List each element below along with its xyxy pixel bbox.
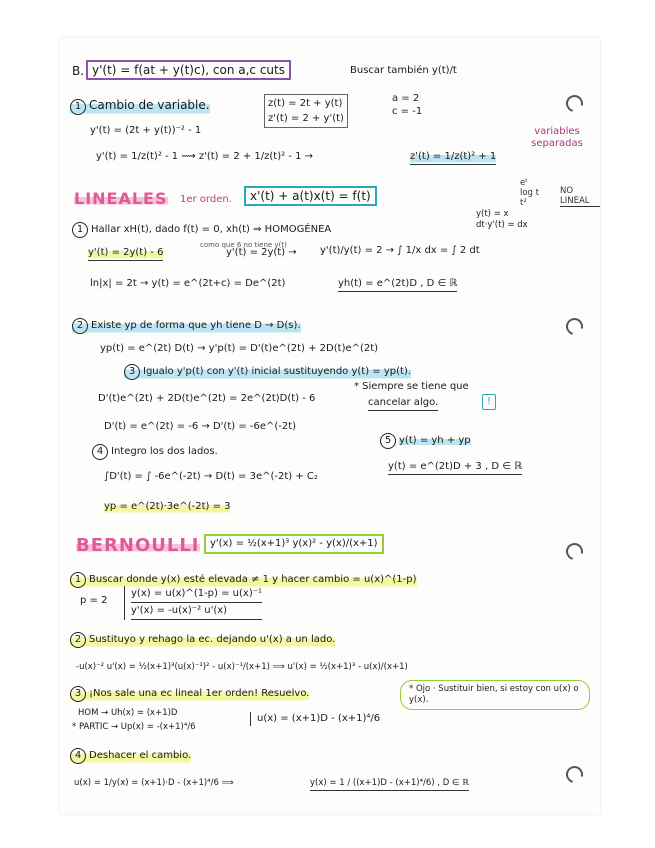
bernoulli-title: BERNOULLI [76, 535, 200, 556]
step-number: 4 [70, 748, 86, 764]
bernoulli-step1-text: Buscar donde y(x) esté elevada ≠ 1 y hacer cambio = u(x)^(1-p) [89, 574, 417, 585]
bernoulli-step4-text: Deshacer el cambio. [89, 750, 192, 761]
step-number: 2 [70, 632, 86, 648]
step-number: 1 [72, 222, 88, 238]
bernoulli-warning-note: * Ojo · Sustituir bien, si estoy con u(x) o y(x). [400, 680, 590, 710]
bernoulli-partic: * PARTIC → Up(x) = -(x+1)⁴/6 [72, 722, 196, 732]
lineales-homogeneous-solution: yh(t) = e^(2t)D , D ∈ ℝ [338, 277, 457, 292]
bernoulli-step4 [70, 748, 191, 764]
bernoulli-p: p = 2 [80, 595, 108, 606]
cambio-substitution-box [264, 94, 348, 128]
lineales-eq-a: y'(t) = 2y(t) - 6 [88, 246, 163, 261]
cambio-eq2: y'(t) = 1/z(t)² - 1 ⟿ z'(t) = 2 + 1/z(t)² - 1 → [96, 151, 314, 162]
lineales-particular-value: yp = e^(2t)·3e^(-2t) = 3 [104, 501, 231, 512]
lineales-step1 [72, 222, 331, 238]
bernoulli-change-y: y(x) = u(x)^(1-p) = u(x)⁻¹ [131, 586, 262, 603]
lineales-order: 1er orden. [180, 194, 232, 205]
lineales-step4-integral: ∫D'(t) = ∫ -6e^(-2t) → D(t) = 3e^(-2t) + C₂ [104, 471, 318, 482]
lineales-step2-text: Existe yp de forma que yh tiene D → D(s). [91, 320, 301, 331]
lineales-step4 [92, 444, 218, 460]
lineales-note-line2: cancelar algo. [368, 396, 438, 411]
bernoulli-step3 [70, 686, 309, 702]
lineales-side-list [520, 178, 539, 208]
step-number: 1 [70, 99, 86, 115]
bernoulli-hom: HOM → Uh(x) = (x+1)D [78, 708, 178, 718]
lineales-note-line1: * Siempre se tiene que [354, 381, 469, 392]
bernoulli-step2 [70, 632, 335, 648]
bernoulli-step2-text: Sustituyo y rehago la ec. dejando u'(x) a un lado. [89, 634, 336, 645]
bernoulli-equation: y'(x) = ½(x+1)³ y(x)² - y(x)/(x+1) [204, 534, 384, 554]
lineales-eq-b: y'(t) = 2y(t) → [226, 247, 297, 258]
lineales-eq-c: y'(t)/y(t) = 2 → ∫ 1/x dx = ∫ 2 dt [320, 245, 480, 256]
bernoulli-change-system [124, 586, 262, 620]
lineales-step1-text: Hallar xH(t), dado f(t) = 0, xh(t) ⇒ HOMOGÉNEA [91, 224, 332, 235]
separable-note: variables separadas [531, 126, 583, 149]
lineales-step2 [72, 318, 301, 334]
z-definition: z(t) = 2t + y(t) [268, 98, 343, 109]
lineales-title: LINEALES [74, 189, 168, 208]
bernoulli-u-solution: u(x) = (x+1)D - (x+1)⁴/6 [250, 712, 380, 726]
side-log: log t [520, 188, 539, 198]
side-y-def: y(t) = x [476, 209, 509, 219]
side-dx-def: dt·y'(t) = dx [476, 220, 528, 230]
lineales-step4-text: Integro los dos lados. [111, 446, 218, 457]
side-exp: eᵗ [520, 178, 528, 188]
lineales-step3-eq: D'(t)e^(2t) + 2D(t)e^(2t) = 2e^(2t)D(t) - 6 [98, 393, 316, 404]
step-number: 3 [70, 686, 86, 702]
step-number: 3 [124, 364, 140, 380]
bernoulli-change-yprime: y'(x) = -u(x)⁻² u'(x) [131, 603, 262, 620]
section-b-equation: y'(t) = f(at + y(t)c), con a,c cuts [86, 60, 291, 80]
lineales-eq-log: ln|x| = 2t → y(t) = e^(2t+c) = De^(2t) [90, 278, 286, 289]
lineales-particular-form: yp(t) = e^(2t) D(t) → y'p(t) = D'(t)e^(2t) + 2D(t)e^(2t) [100, 343, 379, 354]
bernoulli-step2-eq: -u(x)⁻² u'(x) = ½(x+1)³(u(x)⁻¹)² - u(x)⁻¹/(x+1) ⟹ u'(x) = ½(x+1)³ - u(x)/(x+1) [76, 662, 408, 672]
step-number: 4 [92, 444, 108, 460]
lineales-general-solution: y(t) = e^(2t)D + 3 , D ∈ ℝ [388, 460, 522, 475]
step-number: 1 [70, 572, 86, 588]
cambio-eq3: z'(t) = 1/z(t)² + 1 [410, 150, 496, 165]
lineales-step5-text: y(t) = yh + yp [399, 435, 471, 446]
lineales-step3-result: D'(t) = e^(2t) = -6 → D'(t) = -6e^(-2t) [104, 421, 297, 432]
tiny-note: como que 6 no tiene y(t) [200, 241, 287, 249]
cambio-title [70, 98, 210, 115]
lineales-equation: x'(t) + a(t)x(t) = f(t) [244, 186, 377, 206]
lineales-step3 [124, 364, 411, 380]
section-b-right-note: Buscar también y(t)/t [350, 65, 457, 76]
z-derivative: z'(t) = 2 + y'(t) [268, 113, 344, 124]
step-number: 5 [380, 433, 396, 449]
warning-icon: ! [482, 394, 496, 410]
bernoulli-undo-eq: u(x) = 1/y(x) = (x+1)·D - (x+1)⁴/6 ⟹ [74, 778, 234, 788]
no-lineal-label: NO LINEAL [560, 186, 600, 207]
side-square: t² [520, 198, 527, 208]
section-b-label: B. [72, 64, 85, 78]
lineales-step1-side [476, 209, 528, 231]
lineales-step3-text: Igualo y'p(t) con y'(t) inicial sustituyendo y(t) = yp(t). [143, 366, 412, 377]
step-number: 2 [72, 318, 88, 334]
cambio-eq1: y'(t) = (2t + y(t))⁻² - 1 [90, 125, 202, 136]
constants [392, 92, 422, 118]
lineales-step5 [376, 432, 475, 450]
cambio-title-text: Cambio de variable. [89, 98, 210, 112]
bernoulli-step3-text: ¡Nos sale una ec lineal 1er orden! Resuelvo. [89, 688, 310, 699]
constant-a: a = 2 [392, 93, 420, 104]
constant-c: c = -1 [392, 106, 423, 117]
bernoulli-final-solution: y(x) = 1 / ((x+1)D - (x+1)⁴/6) , D ∈ ℝ [310, 776, 469, 791]
